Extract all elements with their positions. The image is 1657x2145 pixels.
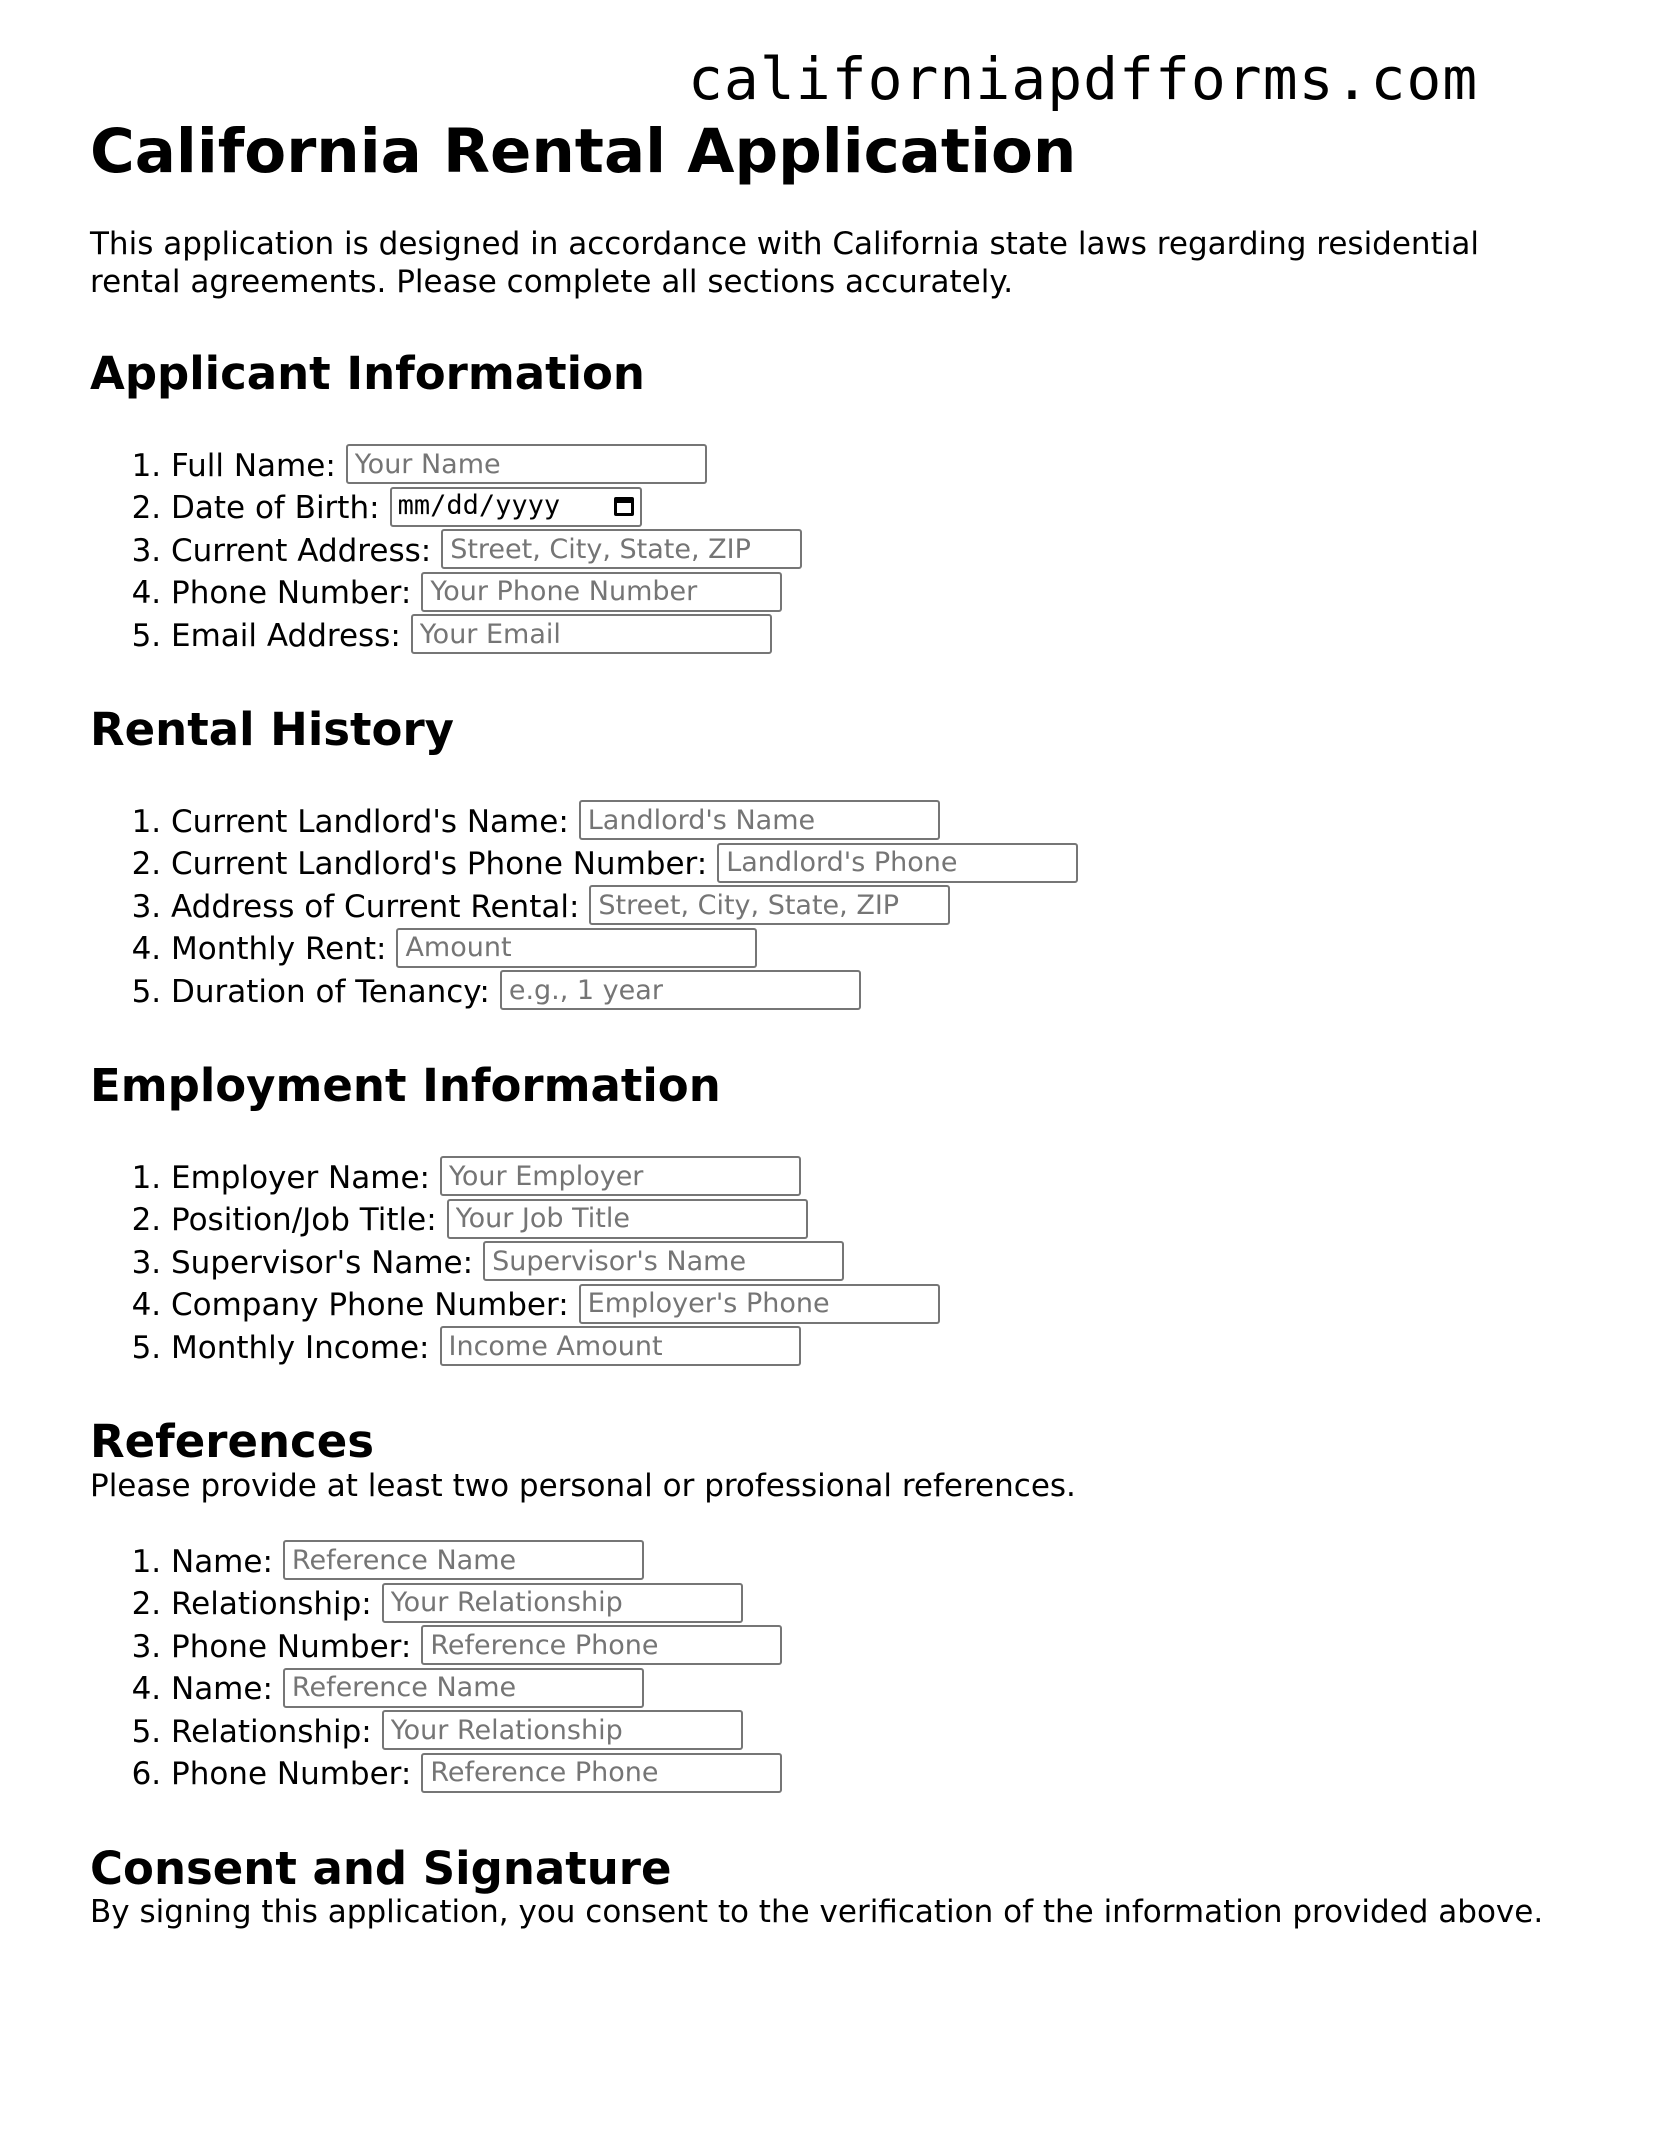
- email-address-label: Email Address:: [171, 617, 401, 654]
- current-address-input[interactable]: [441, 529, 802, 569]
- rental-history-list: [90, 801, 1570, 1014]
- rental-address-input[interactable]: [589, 885, 950, 925]
- reference-1-relationship-input[interactable]: [382, 1583, 743, 1623]
- reference-phone-label: Phone Number:: [171, 1628, 412, 1665]
- consent-text: By signing this application, you consent to the verification of the information provided above.: [90, 1894, 1544, 1931]
- rental-address-label: Address of Current Rental:: [171, 888, 580, 925]
- phone-number-label: Phone Number:: [171, 575, 412, 612]
- company-phone-label: Company Phone Number:: [171, 1287, 569, 1324]
- reference-2-phone-input[interactable]: [421, 1753, 782, 1793]
- employer-name-label: Employer Name:: [171, 1159, 430, 1196]
- references-note: Please provide at least two personal or professional references.: [90, 1467, 1076, 1504]
- landlord-phone-input[interactable]: [717, 843, 1078, 883]
- phone-number-input[interactable]: [421, 572, 782, 612]
- employment-section: [90, 1061, 1570, 1369]
- current-address-label: Current Address:: [171, 532, 432, 569]
- calendar-icon[interactable]: [614, 497, 634, 516]
- list-item: [171, 1626, 1570, 1669]
- list-item: [171, 1711, 1570, 1754]
- list-item: [171, 843, 1570, 886]
- list-item: [171, 1157, 1570, 1200]
- list-item: [171, 1583, 1570, 1626]
- list-item: [171, 615, 1570, 658]
- list-item: [171, 886, 1570, 929]
- list-item: [171, 530, 1570, 573]
- landlord-name-input[interactable]: [579, 800, 940, 840]
- employment-heading: Employment Information: [90, 1059, 721, 1113]
- monthly-income-input[interactable]: [440, 1326, 801, 1366]
- list-item: [171, 928, 1570, 971]
- email-address-input[interactable]: [411, 614, 772, 654]
- rental-history-heading: Rental History: [90, 703, 454, 757]
- employer-name-input[interactable]: [440, 1156, 801, 1196]
- list-item: [171, 1753, 1570, 1796]
- site-watermark: californiapdfforms.com: [688, 45, 1479, 113]
- landlord-name-label: Current Landlord's Name:: [171, 803, 569, 840]
- reference-1-phone-input[interactable]: [421, 1625, 782, 1665]
- references-list: [90, 1541, 1570, 1796]
- reference-2-name-input[interactable]: [283, 1668, 644, 1708]
- list-item: [171, 1242, 1570, 1285]
- full-name-input[interactable]: [346, 444, 707, 484]
- employment-list: [90, 1157, 1570, 1370]
- page-title: California Rental Application: [90, 116, 1077, 187]
- reference-1-name-input[interactable]: [283, 1540, 644, 1580]
- list-item: [171, 971, 1570, 1014]
- list-item: [171, 572, 1570, 615]
- monthly-income-label: Monthly Income:: [171, 1329, 430, 1366]
- full-name-label: Full Name:: [171, 447, 336, 484]
- application-form: [90, 118, 1570, 1931]
- rental-history-section: [90, 705, 1570, 1013]
- list-item: [171, 1541, 1570, 1584]
- list-item: [171, 1327, 1570, 1370]
- list-item: [171, 1199, 1570, 1242]
- landlord-phone-label: Current Landlord's Phone Number:: [171, 846, 708, 883]
- date-of-birth-input[interactable]: [390, 487, 642, 527]
- supervisor-name-label: Supervisor's Name:: [171, 1244, 474, 1281]
- reference-name-label: Name:: [171, 1543, 273, 1580]
- date-format-text: mm/dd/yyyy: [397, 490, 561, 522]
- job-title-label: Position/Job Title:: [171, 1202, 437, 1239]
- date-of-birth-label: Date of Birth:: [171, 490, 380, 527]
- references-section: [90, 1417, 1570, 1796]
- reference-relationship-label: Relationship:: [171, 1713, 372, 1750]
- references-heading: References: [90, 1415, 374, 1469]
- monthly-rent-label: Monthly Rent:: [171, 931, 387, 968]
- applicant-list: [90, 445, 1570, 658]
- list-item: [171, 487, 1570, 530]
- reference-name-label: Name:: [171, 1671, 273, 1708]
- applicant-section: [90, 349, 1570, 657]
- tenancy-duration-input[interactable]: [500, 970, 861, 1010]
- list-item: [171, 801, 1570, 844]
- consent-section: [90, 1841, 1570, 1932]
- job-title-input[interactable]: [447, 1199, 808, 1239]
- supervisor-name-input[interactable]: [483, 1241, 844, 1281]
- list-item: [171, 445, 1570, 488]
- reference-2-relationship-input[interactable]: [382, 1710, 743, 1750]
- reference-phone-label: Phone Number:: [171, 1756, 412, 1793]
- company-phone-input[interactable]: [579, 1284, 940, 1324]
- list-item: [171, 1284, 1570, 1327]
- list-item: [171, 1668, 1570, 1711]
- reference-relationship-label: Relationship:: [171, 1586, 372, 1623]
- applicant-heading: Applicant Information: [90, 347, 645, 401]
- consent-heading: Consent and Signature: [90, 1841, 672, 1895]
- tenancy-duration-label: Duration of Tenancy:: [171, 973, 490, 1010]
- monthly-rent-input[interactable]: [396, 928, 757, 968]
- intro-text: This application is designed in accordance with California state laws regarding residential rental agreements. Please complete all sections accurately.: [90, 226, 1479, 301]
